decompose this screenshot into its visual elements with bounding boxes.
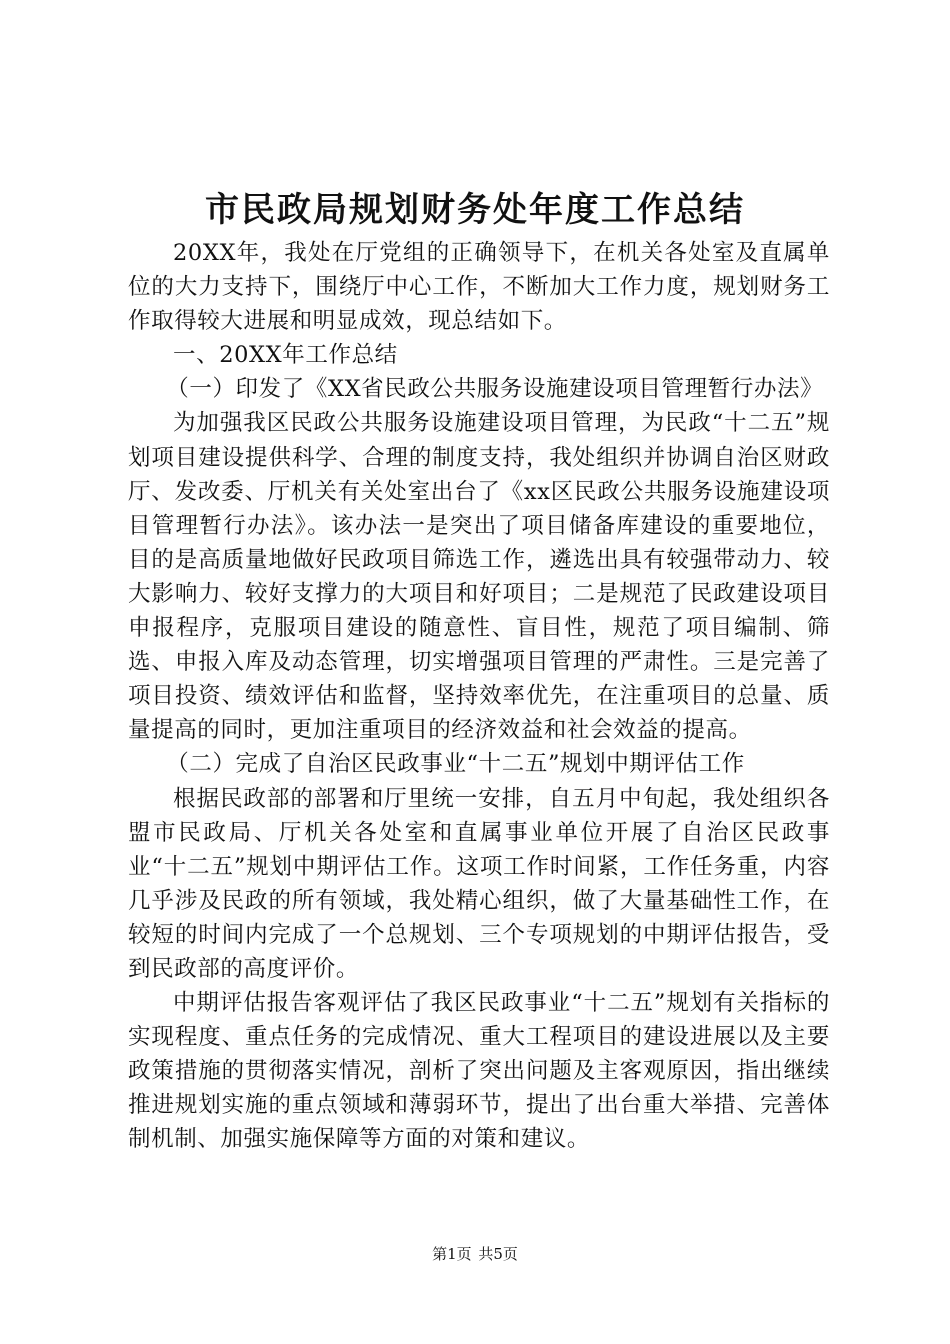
document-title: 市民政局规划财务处年度工作总结 <box>205 190 745 230</box>
body-paragraph-3: 中期评估报告客观评估了我区民政事业“十二五”规划有关指标的实现程度、重点任务的完成情况、重大工程项目的建设进展以及主要政策措施的贯彻落实情况，剖析了突出问题及主客观原因，指出继续推进规划实施的重点领域和薄弱环节，提出了出台重大举措、完善体制机制、加强实施保障等方面的对策和建议。 <box>128 990 830 1153</box>
body-paragraph-2: 根据民政部的部署和厅里统一安排，自五月中旬起，我处组织各盟市民政局、厅机关各处室和直属事业单位开展了自治区民政事业“十二五”规划中期评估工作。这项工作时间紧，工作任务重，内容几乎涉及民政的所有领域，我处精心组织，做了大量基础性工作，在较短的时间内完成了一个总规划、三个专项规划的中期评估报告，受到民政部的高度评价。 <box>128 785 830 982</box>
document-body <box>128 236 830 1157</box>
section-heading: 一、20XX年工作总结 <box>173 342 398 369</box>
body-paragraph-1: 为加强我区民政公共服务设施建设项目管理，为民政“十二五”规划项目建设提供科学、合理的制度支持，我处组织并协调自治区财政厅、发改委、厅机关有关处室出台了《xx区民政公共服务设施建设项目管理暂行办法》。该办法一是突出了项目储备库建设的重要地位，目的是高质量地做好民政项目筛选工作，遴选出具有较强带动力、较大影响力、较好支撑力的大项目和好项目；二是规范了民政建设项目申报程序，克服项目建设的随意性、盲目性，规范了项目编制、筛选、申报入库及动态管理，切实增强项目管理的严肃性。三是完善了项目投资、绩效评估和监督，坚持效率优先，在注重项目的总量、质量提高的同时，更加注重项目的经济效益和社会效益的提高。 <box>128 410 830 744</box>
page-number: 第1页 <box>432 1245 472 1263</box>
subsection-heading-2: （二）完成了自治区民政事业“十二五”规划中期评估工作 <box>166 751 745 778</box>
total-pages: 共5页 <box>478 1245 518 1263</box>
intro-paragraph: 20XX年，我处在厅党组的正确领导下，在机关各处室及直属单位的大力支持下，围绕厅中心工作，不断加大工作力度，规划财务工作取得较大进展和明显成效，现总结如下。 <box>128 240 830 335</box>
page-footer <box>0 1244 950 1264</box>
subsection-heading-1: （一）印发了《XX省民政公共服务设施建设项目管理暂行办法》 <box>166 376 824 403</box>
